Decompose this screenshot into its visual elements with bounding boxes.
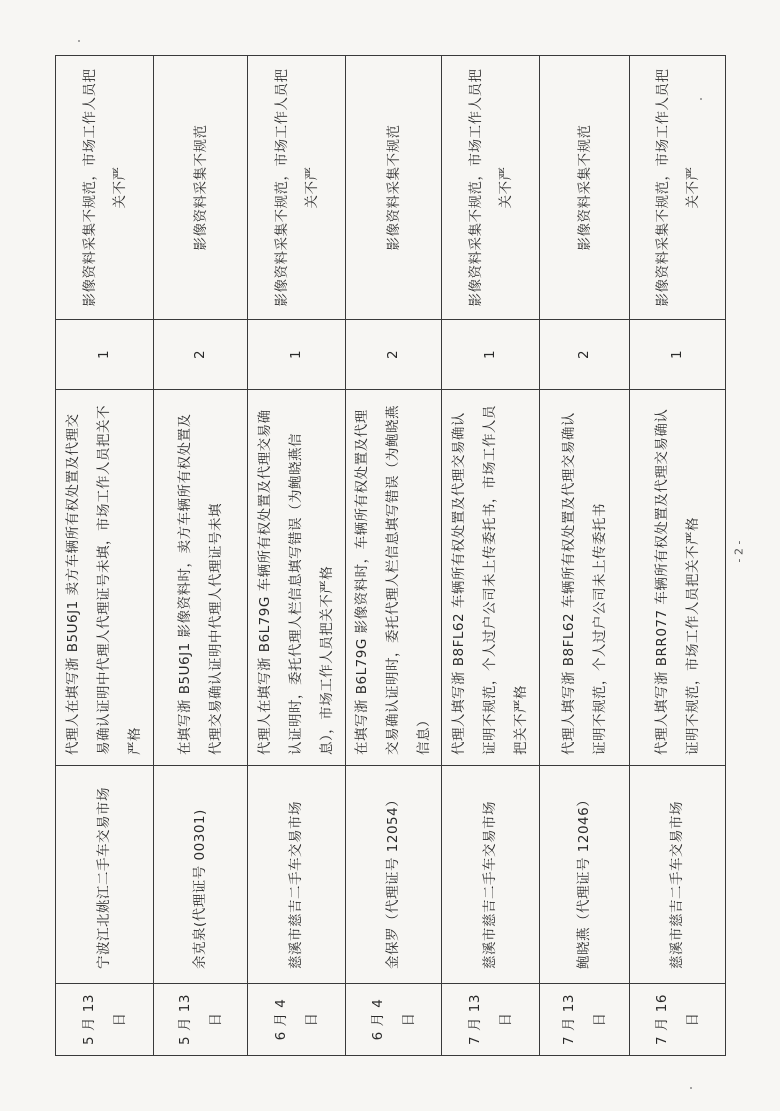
scan-speck [690,1087,692,1089]
scan-speck [700,98,702,100]
subject-cell: 慈溪市慈吉二手车交易市场 [630,766,726,984]
page-number: - 2 - [732,540,746,563]
table-row [154,56,248,1056]
count-cell: 2 [154,320,248,390]
description-cell: 在填写浙 B6L79G 影像资料时，车辆所有权处置及代理交易确认证明时，委托代理人栏信息填写错误（为鲍晓燕信息） [346,390,442,766]
table-row [346,56,442,1056]
violations-table-rotated [55,56,725,1056]
date-cell: 6 月 4 日 [346,984,442,1056]
date-cell: 7 月 13 日 [540,984,630,1056]
reason-cell: 影像资料采集不规范，市场工作人员把关不严 [56,56,154,320]
date-cell: 5 月 13 日 [56,984,154,1056]
count-cell: 1 [248,320,346,390]
subject-cell: 慈溪市慈吉二手车交易市场 [248,766,346,984]
table-row [540,56,630,1056]
count-cell: 1 [630,320,726,390]
reason-cell: 影像资料采集不规范，市场工作人员把关不严 [248,56,346,320]
date-cell: 5 月 13 日 [154,984,248,1056]
reason-cell: 影像资料采集不规范，市场工作人员把关不严 [630,56,726,320]
subject-cell: 鲍晓燕（代理证号 12046） [540,766,630,984]
count-cell: 2 [540,320,630,390]
table-row [630,56,726,1056]
description-cell: 代理人填写浙 B8FL62 车辆所有权处置及代理交易确认证明不规范，个人过户公司未上传委托书，市场工作人员把关不严格 [442,390,540,766]
reason-cell: 影像资料采集不规范 [540,56,630,320]
subject-cell: 慈溪市慈吉二手车交易市场 [442,766,540,984]
date-cell: 6 月 4 日 [248,984,346,1056]
violations-table [55,55,726,1056]
subject-cell: 余克泉(代理证号 00301) [154,766,248,984]
description-cell: 代理人在填写浙 B6L79G 车辆所有权处置及代理交易确认证明时，委托代理人栏信息填写错误（为鲍晓燕信息），市场工作人员把关不严格 [248,390,346,766]
description-cell: 代理人填写浙 BRR077 车辆所有权处置及代理交易确认证明不规范，市场工作人员把关不严格 [630,390,726,766]
subject-cell: 宁波江北姚江二手车交易市场 [56,766,154,984]
count-cell: 2 [346,320,442,390]
scan-speck [78,40,80,42]
table-row [248,56,346,1056]
reason-cell: 影像资料采集不规范 [154,56,248,320]
count-cell: 1 [56,320,154,390]
subject-cell: 金保罗（代理证号 12054） [346,766,442,984]
reason-cell: 影像资料采集不规范 [346,56,442,320]
reason-cell: 影像资料采集不规范，市场工作人员把关不严 [442,56,540,320]
description-cell: 代理人填写浙 B8FL62 车辆所有权处置及代理交易确认证明不规范，个人过户公司未上传委托书 [540,390,630,766]
date-cell: 7 月 16 日 [630,984,726,1056]
date-cell: 7 月 13 日 [442,984,540,1056]
table-row [56,56,154,1056]
description-cell: 在填写浙 B5U6J1 影像资料时，卖方车辆所有权处置及代理交易确认证明中代理人代理证号未填 [154,390,248,766]
table-body [56,56,726,1056]
description-cell: 代理人在填写浙 B5U6J1 卖方车辆所有权处置及代理交易确认证明中代理人代理证号未填，市场工作人员把关不严格 [56,390,154,766]
count-cell: 1 [442,320,540,390]
table-row [442,56,540,1056]
